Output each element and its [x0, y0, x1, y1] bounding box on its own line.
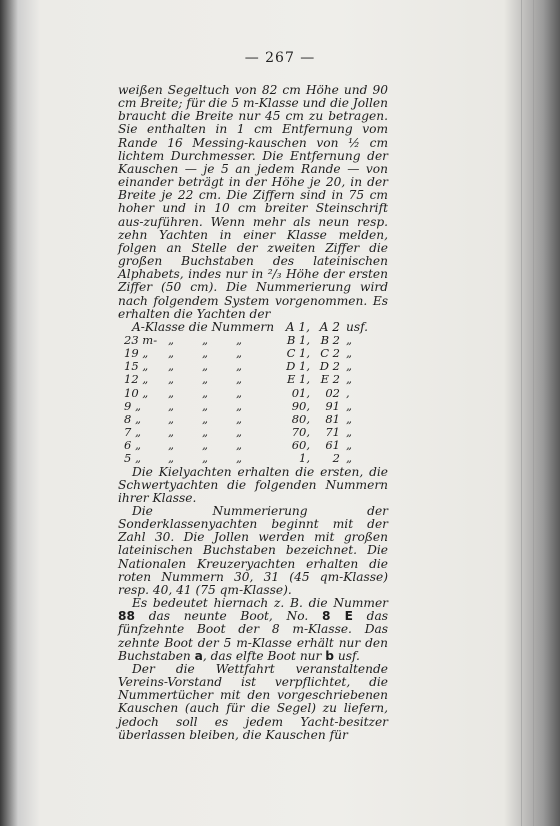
bold-number-8e: 8 E	[321, 609, 353, 624]
ditto-cell: „	[236, 438, 242, 453]
ditto-cell: „	[236, 346, 242, 361]
bold-number-88: 88	[118, 609, 135, 624]
bold-letter-b: b	[325, 648, 334, 663]
ditto-cell: „	[168, 346, 174, 361]
table-row	[124, 452, 380, 465]
para4-text-2: das neunte Boot, No.	[134, 609, 322, 624]
number-2-cell: 02	[325, 385, 340, 400]
ditto-cell: „	[168, 372, 174, 387]
number-1-cell: 01,	[291, 385, 310, 400]
page-edge-line	[521, 0, 522, 826]
number-1-cell: 90,	[291, 398, 310, 413]
number-2-cell: D 2	[319, 359, 340, 374]
class-cell: 10 „	[124, 385, 149, 400]
ditto-cell: „	[168, 411, 174, 426]
number-2-cell: 91	[325, 398, 340, 413]
number-1-cell: C 1,	[286, 346, 310, 361]
number-1-cell: 60,	[291, 438, 310, 453]
class-cell: 15 „	[124, 359, 149, 374]
paragraph-3: Die Nummerierung der Sonderklassenyachten beginnt mit der Zahl 30. Die Jollen werden mit großen lateinischen Buchstaben bezeichnet. Die Nationalen Kreuzeryachten erhalten die roten Nummern 30, 31 (45 qm-Klasse) resp. 40, 41 (75 qm-Klasse).	[118, 504, 388, 597]
ditto-cell: „	[346, 332, 352, 347]
ditto-cell: „	[346, 359, 352, 374]
ditto-cell: „	[346, 425, 352, 440]
table-row	[124, 373, 380, 386]
ditto-cell: „	[346, 372, 352, 387]
ditto-cell: „	[168, 438, 174, 453]
table-row	[124, 387, 380, 400]
ditto-cell: „	[202, 438, 208, 453]
bold-letter-a: a	[194, 648, 203, 663]
ditto-cell: „	[202, 451, 208, 466]
ditto-cell: „	[202, 359, 208, 374]
number-1-cell: D 1,	[286, 359, 310, 374]
table-row	[124, 360, 380, 373]
number-2-cell: C 2	[320, 346, 340, 361]
page-edge-line	[533, 0, 534, 826]
ditto-cell: „	[236, 425, 242, 440]
ditto-cell: „	[202, 411, 208, 426]
ditto-cell: „	[202, 332, 208, 347]
header-n2: A 2	[319, 319, 340, 334]
ditto-cell: ,	[346, 385, 350, 400]
class-cell: 9 „	[124, 398, 141, 413]
ditto-cell: „	[346, 398, 352, 413]
class-cell: 7 „	[124, 425, 141, 440]
paragraph-5: Der die Wettfahrt veranstaltende Vereins-Vorstand ist verpflichtet, die Nummertücher mit den vorgeschriebenen Kauschen (auch für die Segel) zu liefern, jedoch soll es jedem Yacht-besitzer überlassen bleiben, die Kauschen für	[118, 661, 388, 742]
para4-text-3: das fünfzehnte Boot der 8 m-Klasse. Das zehnte Boot der 5 m-Klasse erhält nur den Buchstaben	[118, 609, 388, 663]
table-row	[124, 400, 380, 413]
paragraph-4	[118, 597, 388, 663]
para4-text-5: usf.	[333, 648, 360, 663]
ditto-cell: „	[202, 425, 208, 440]
number-1-cell: 1,	[299, 451, 310, 466]
ditto-cell: „	[168, 359, 174, 374]
number-2-cell: 61	[325, 438, 340, 453]
table-row	[124, 347, 380, 360]
ditto-cell: „	[236, 451, 242, 466]
number-1-cell: B 1,	[286, 332, 310, 347]
class-cell: 19 „	[124, 346, 149, 361]
ditto-cell: „	[346, 346, 352, 361]
ditto-cell: „	[236, 411, 242, 426]
header-n1: A 1,	[285, 319, 310, 334]
ditto-cell: „	[236, 398, 242, 413]
ditto-cell: „	[202, 346, 208, 361]
class-cell: 23 m-	[124, 332, 158, 347]
number-1-cell: 70,	[291, 425, 310, 440]
ditto-cell: „	[202, 372, 208, 387]
number-2-cell: 71	[325, 425, 340, 440]
ditto-cell: „	[168, 385, 174, 400]
ditto-cell: „	[168, 451, 174, 466]
table-row	[124, 413, 380, 426]
ditto-cell: „	[236, 372, 242, 387]
body-text	[118, 84, 388, 742]
table-header-row	[124, 321, 380, 334]
number-2-cell: 81	[325, 411, 340, 426]
number-2-cell: E 2	[320, 372, 340, 387]
ditto-cell: „	[236, 385, 242, 400]
number-1-cell: E 1,	[286, 372, 310, 387]
class-cell: 5 „	[124, 451, 141, 466]
ditto-cell: „	[236, 332, 242, 347]
numbering-table	[124, 321, 380, 466]
ditto-cell: „	[202, 398, 208, 413]
ditto-cell: „	[236, 359, 242, 374]
number-2-cell: 2	[332, 451, 340, 466]
number-2-cell: B 2	[320, 332, 340, 347]
class-cell: 6 „	[124, 438, 141, 453]
ditto-cell: „	[202, 385, 208, 400]
class-cell: 12 „	[124, 372, 149, 387]
ditto-cell: „	[346, 451, 352, 466]
table-row	[124, 334, 380, 347]
ditto-cell: „	[168, 398, 174, 413]
class-cell: 8 „	[124, 411, 141, 426]
paragraph-1: weißen Segeltuch von 82 cm Höhe und 90 cm Breite; für die 5 m-Klasse und die Jollen braucht die Breite nur 45 cm zu betragen. Sie enthalten in 1 cm Entfernung vom Rande 16 Messing-kauschen von ½ cm lichtem Durchmesser. Die Entfernung der Kauschen — je 5 an jedem Rande — von einander beträgt in der Höhe je 20, in der Breite je 22 cm. Die Ziffern sind in 75 cm hoher und in 10 cm breiter Steinschrift aus-zuführen. Wenn mehr als neun resp. zehn Yachten in einer Klasse melden, folgen an Stelle der zweiten Ziffer die großen Buchstaben des lateinischen Alphabets, indes nur in ²/₃ Höhe der ersten Ziffer (50 cm). Die Nummerierung wird nach folgendem System vorgenommen. Es erhalten die Yachten der	[118, 83, 388, 321]
table-row	[124, 439, 380, 452]
ditto-cell: „	[168, 332, 174, 347]
table-row	[124, 426, 380, 439]
number-1-cell: 80,	[291, 411, 310, 426]
para4-text-4: , das elfte Boot nur	[202, 648, 326, 663]
ditto-cell: „	[346, 411, 352, 426]
paragraph-2: Die Kielyachten erhalten die ersten, die Schwertyachten die folgenden Nummern ihrer Klasse.	[118, 464, 388, 505]
page-number: — 267 —	[244, 50, 316, 66]
ditto-cell: „	[168, 425, 174, 440]
header-label: A-Klasse die Nummern	[132, 319, 275, 334]
para4-text-1: Es bedeutet hiernach z. B. die Nummer	[132, 596, 388, 611]
ditto-cell: „	[346, 438, 352, 453]
header-n3: usf.	[346, 319, 369, 334]
